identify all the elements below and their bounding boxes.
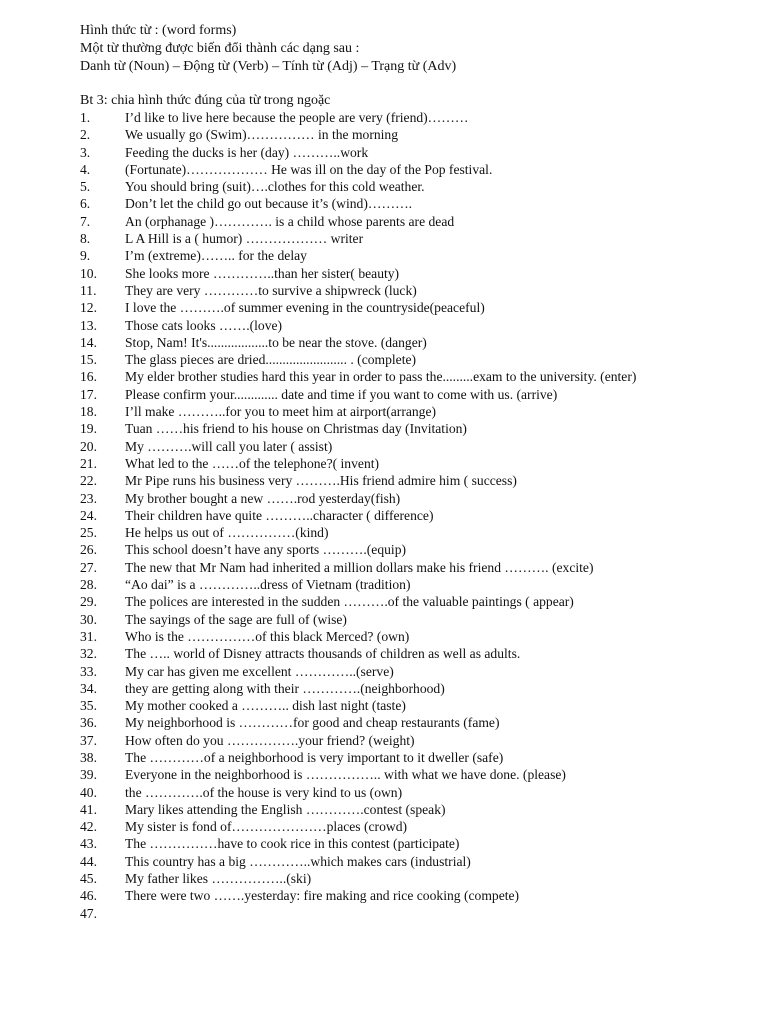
item-number: 21. [80, 455, 97, 471]
item-sentence: the ………….of the house is very kind to us (own) [125, 784, 403, 800]
item-number: 11. [80, 282, 97, 298]
item-sentence: Who is the ……………of this black Merced? (own) [125, 628, 410, 644]
item-sentence: The glass pieces are dried........................ . (complete) [125, 352, 417, 368]
item-number: 32. [80, 646, 97, 662]
item-number: 44. [80, 853, 97, 869]
item-sentence: The ….. world of Disney attracts thousands of children as well as adults. [125, 646, 521, 662]
item-number: 22. [80, 473, 97, 489]
item-number: 9. [80, 248, 91, 264]
item-sentence: Mr Pipe runs his business very ……….His friend admire him ( success) [125, 473, 517, 489]
item-number: 43. [80, 836, 97, 852]
item-sentence: We usually go (Swim)…………… in the morning [125, 127, 399, 143]
item-number: 36. [80, 715, 97, 731]
item-number: 10. [80, 265, 97, 281]
item-sentence: They are very …………to survive a shipwreck (luck) [125, 282, 417, 298]
item-number: 8. [80, 231, 91, 247]
item-number: 3. [80, 144, 91, 160]
item-sentence: My brother bought a new …….rod yesterday(fish) [125, 490, 401, 506]
item-number: 17. [80, 386, 97, 402]
item-number: 15. [80, 352, 97, 368]
item-number: 7. [80, 213, 91, 229]
item-number: 31. [80, 628, 97, 644]
item-sentence: My car has given me excellent …………..(serve) [125, 663, 394, 679]
item-sentence: You should bring (suit)….clothes for this cold weather. [125, 179, 425, 195]
item-number: 41. [80, 801, 97, 817]
item-sentence: What led to the ……of the telephone?( invent) [125, 455, 380, 471]
item-sentence: The new that Mr Nam had inherited a million dollars make his friend ………. (excite) [125, 559, 594, 575]
item-sentence: This country has a big …………..which makes cars (industrial) [125, 853, 471, 869]
item-sentence: He helps us out of ……………(kind) [125, 525, 329, 541]
item-number: 16. [80, 369, 97, 385]
item-number: 27. [80, 559, 97, 575]
item-number: 5. [80, 179, 91, 195]
item-sentence: I’m (extreme)…….. for the delay [125, 248, 307, 264]
item-number: 6. [80, 196, 91, 212]
item-sentence: My mother cooked a ……….. dish last night (taste) [125, 698, 406, 714]
item-sentence: My neighborhood is …………for good and cheap restaurants (fame) [125, 715, 500, 731]
document-header [80, 22, 456, 76]
item-number: 4. [80, 161, 91, 177]
item-number: 37. [80, 732, 97, 748]
item-number: 45. [80, 871, 97, 887]
item-number: 47. [80, 905, 97, 921]
header-line-parts-of-speech: Danh từ (Noun) – Động từ (Verb) – Tính từ (Adj) – Trạng từ (Adv) [80, 59, 457, 74]
item-number: 42. [80, 819, 97, 835]
item-sentence: This school doesn’t have any sports ……….(equip) [125, 542, 407, 558]
item-sentence: The sayings of the sage are full of (wise) [125, 611, 347, 627]
item-number: 25. [80, 525, 97, 541]
item-number: 26. [80, 542, 97, 558]
item-sentence: My father likes ……………..(ski) [125, 871, 312, 887]
item-sentence: The …………of a neighborhood is very important to it dweller (safe) [125, 749, 504, 765]
item-sentence: The ……………have to cook rice in this contest (participate) [125, 836, 460, 852]
item-sentence: they are getting along with their ………….(neighborhood) [125, 680, 445, 696]
item-number: 35. [80, 698, 97, 714]
item-sentence: How often do you …………….your friend? (weight) [125, 732, 415, 748]
item-number: 20. [80, 438, 97, 454]
item-number: 38. [80, 749, 97, 765]
item-sentence: Mary likes attending the English ………….contest (speak) [125, 801, 446, 817]
item-sentence: My sister is fond of…………………places (crowd) [125, 819, 408, 835]
item-sentence: Their children have quite ………..character ( difference) [125, 507, 434, 523]
item-sentence: I’ll make ………..for you to meet him at airport(arrange) [125, 404, 437, 420]
item-number: 29. [80, 594, 97, 610]
item-sentence: Don’t let the child go out because it’s (wind)………. [125, 196, 413, 212]
item-number: 30. [80, 611, 97, 627]
item-number: 34. [80, 680, 97, 696]
item-number: 2. [80, 127, 91, 143]
item-sentence: “Ao dai” is a …………..dress of Vietnam (tradition) [125, 577, 411, 593]
item-sentence: My ……….will call you later ( assist) [125, 438, 333, 454]
item-sentence: The polices are interested in the sudden ……….of the valuable paintings ( appear) [125, 594, 574, 610]
item-number: 12. [80, 300, 97, 316]
item-sentence: An (orphanage )…………. is a child whose parents are dead [125, 213, 455, 229]
item-sentence: She looks more …………..than her sister( beauty) [125, 265, 400, 281]
item-number: 39. [80, 767, 97, 783]
item-sentence: My elder brother studies hard this year in order to pass the.........exam to the university. (enter) [125, 369, 637, 385]
item-number: 46. [80, 888, 97, 904]
header-line-word-forms: Hình thức từ : (word forms) [80, 23, 237, 38]
item-number: 13. [80, 317, 97, 333]
item-sentence: Feeding the ducks is her (day) ………..work [125, 144, 369, 160]
item-sentence: Tuan ……his friend to his house on Christmas day (Invitation) [125, 421, 467, 437]
item-number: 28. [80, 577, 97, 593]
item-sentence: Those cats looks …….(love) [125, 317, 283, 333]
header-line-description: Một từ thường được biến đổi thành các dạng sau : [80, 41, 360, 56]
item-sentence: (Fortunate)……………… He was ill on the day of the Pop festival. [125, 161, 493, 177]
item-sentence: I’d like to live here because the people are very (friend)……… [125, 110, 469, 125]
item-sentence: Stop, Nam! It's..................to be near the stove. (danger) [125, 334, 427, 350]
item-sentence: There were two …….yesterday: fire making and rice cooking (compete) [125, 888, 520, 904]
item-number: 23. [80, 490, 97, 506]
exercise-title: Bt 3: chia hình thức đúng của từ trong ngoặc [80, 93, 331, 108]
item-number: 24. [80, 507, 97, 523]
item-number: 40. [80, 784, 97, 800]
item-sentence: Please confirm your............. date and time if you want to come with us. (arrive) [125, 386, 558, 402]
item-number: 14. [80, 334, 97, 350]
item-sentence: Everyone in the neighborhood is …………….. with what we have done. (please) [125, 767, 566, 783]
item-number: 19. [80, 421, 97, 437]
item-number: 33. [80, 663, 97, 679]
item-number: 18. [80, 404, 97, 420]
item-sentence: I love the ……….of summer evening in the countryside(peaceful) [125, 300, 485, 316]
item-number: 1. [80, 110, 91, 125]
item-sentence: L A Hill is a ( humor) ……………… writer [125, 231, 364, 247]
